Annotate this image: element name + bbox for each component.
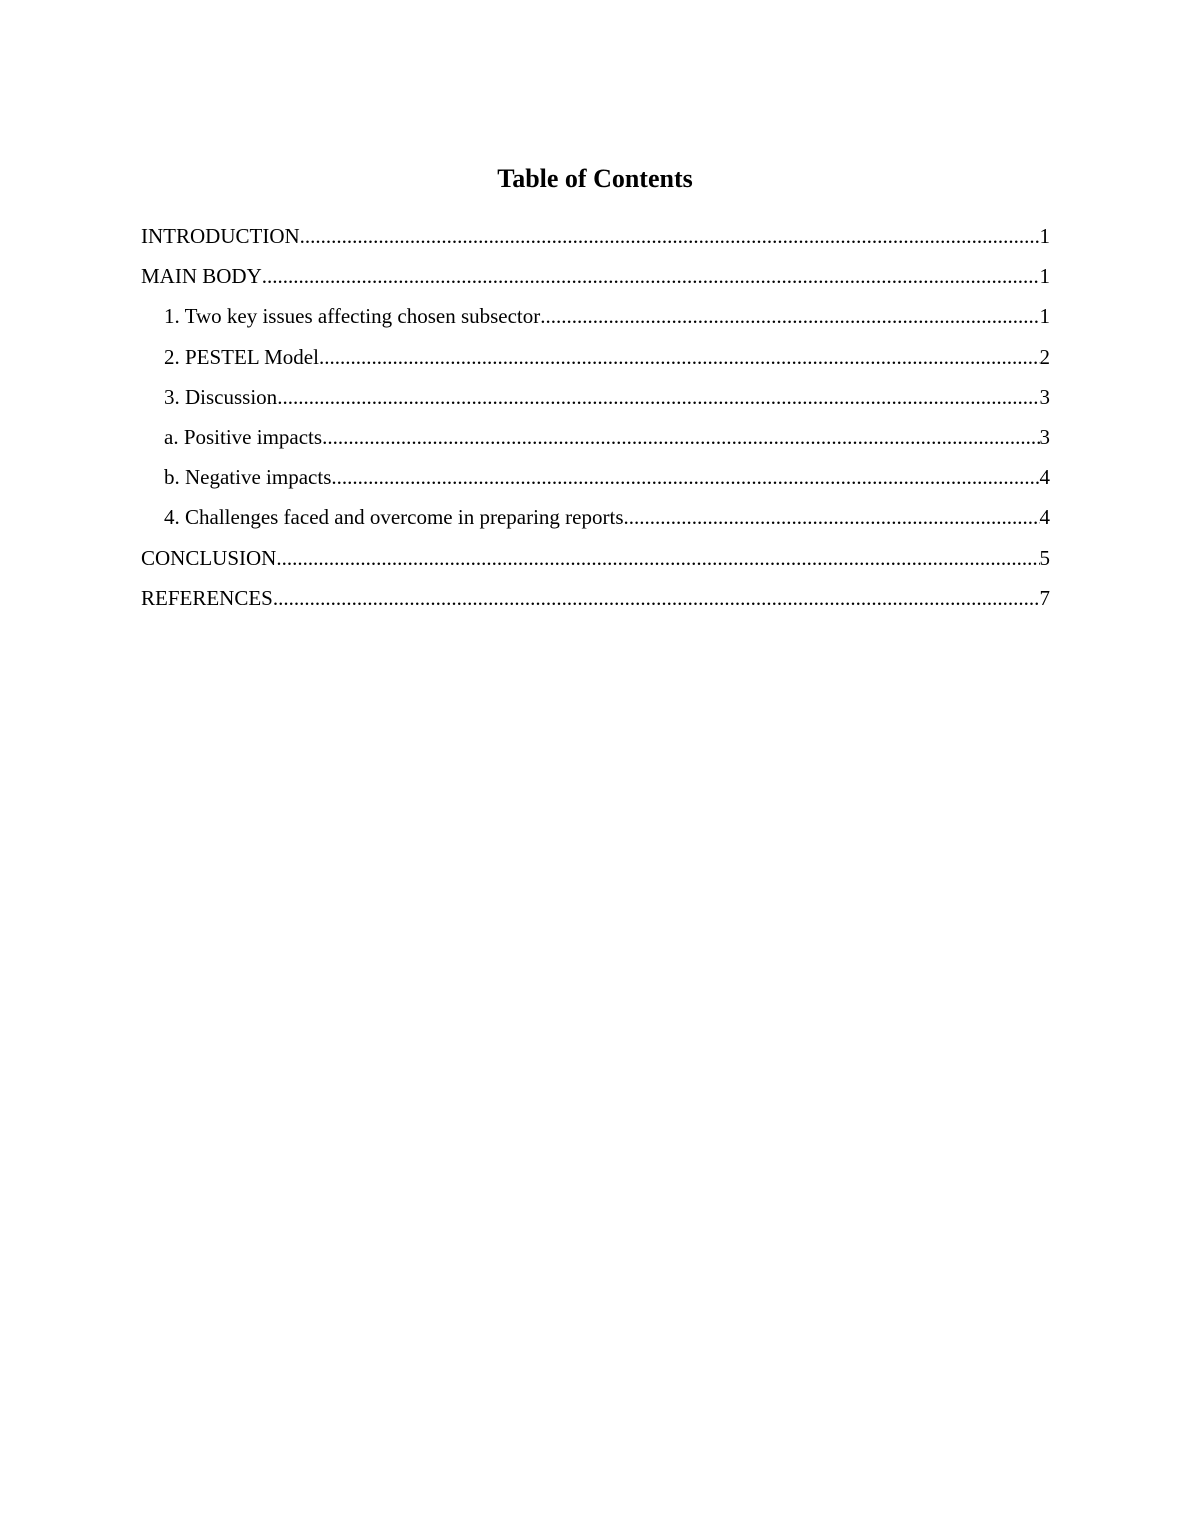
toc-entry-two-key-issues[interactable] xyxy=(141,302,1050,342)
toc-title: Table of Contents xyxy=(497,164,693,193)
toc-page-number: 3 xyxy=(1039,424,1050,449)
toc-page-number: 1 xyxy=(1039,264,1050,289)
toc-entry-main-body[interactable] xyxy=(141,262,1050,302)
toc-entry-label: 1. Two key issues affecting chosen subsector xyxy=(164,304,541,329)
toc-dot-leader xyxy=(322,423,1039,451)
toc-dot-leader xyxy=(540,302,1039,330)
toc-entry-label: b. Negative impacts xyxy=(164,465,332,490)
toc-entry-label: 3. Discussion xyxy=(164,384,278,409)
toc-page-number: 1 xyxy=(1039,224,1050,248)
toc-dot-leader xyxy=(262,262,1040,290)
toc-entry-negative-impacts[interactable] xyxy=(141,463,1050,503)
toc-entry-label: 2. PESTEL Model xyxy=(164,344,319,369)
toc-page-number: 2 xyxy=(1039,344,1050,369)
toc-page-number: 4 xyxy=(1039,465,1050,490)
toc-entry-pestel-model[interactable] xyxy=(141,343,1050,383)
toc-entry-positive-impacts[interactable] xyxy=(141,423,1050,463)
toc-dot-leader xyxy=(277,383,1039,411)
toc-entry-discussion[interactable] xyxy=(141,383,1050,423)
toc-list xyxy=(141,222,1050,624)
toc-entry-label: 4. Challenges faced and overcome in preparing reports xyxy=(164,505,624,530)
toc-dot-leader xyxy=(319,343,1040,371)
toc-entry-label: a. Positive impacts xyxy=(164,424,323,449)
toc-page-number: 1 xyxy=(1039,304,1050,329)
toc-entry-references[interactable] xyxy=(141,584,1050,624)
toc-entry-challenges[interactable] xyxy=(141,503,1050,543)
toc-dot-leader xyxy=(276,544,1039,572)
toc-page-number: 3 xyxy=(1039,384,1050,409)
toc-dot-leader xyxy=(624,503,1040,531)
toc-dot-leader xyxy=(273,584,1040,612)
toc-entry-label: CONCLUSION xyxy=(141,545,277,570)
toc-entry-label: MAIN BODY xyxy=(141,264,262,289)
toc-entry-label: REFERENCES xyxy=(141,585,273,610)
toc-entry-label: INTRODUCTION xyxy=(141,224,300,248)
toc-page-number: 7 xyxy=(1039,585,1050,610)
toc-dot-leader xyxy=(300,222,1040,250)
toc-page-number: 4 xyxy=(1039,505,1050,530)
toc-entry-introduction[interactable] xyxy=(141,222,1050,262)
toc-page-number: 5 xyxy=(1039,545,1050,570)
toc-entry-conclusion[interactable] xyxy=(141,544,1050,584)
toc-dot-leader xyxy=(331,463,1039,491)
